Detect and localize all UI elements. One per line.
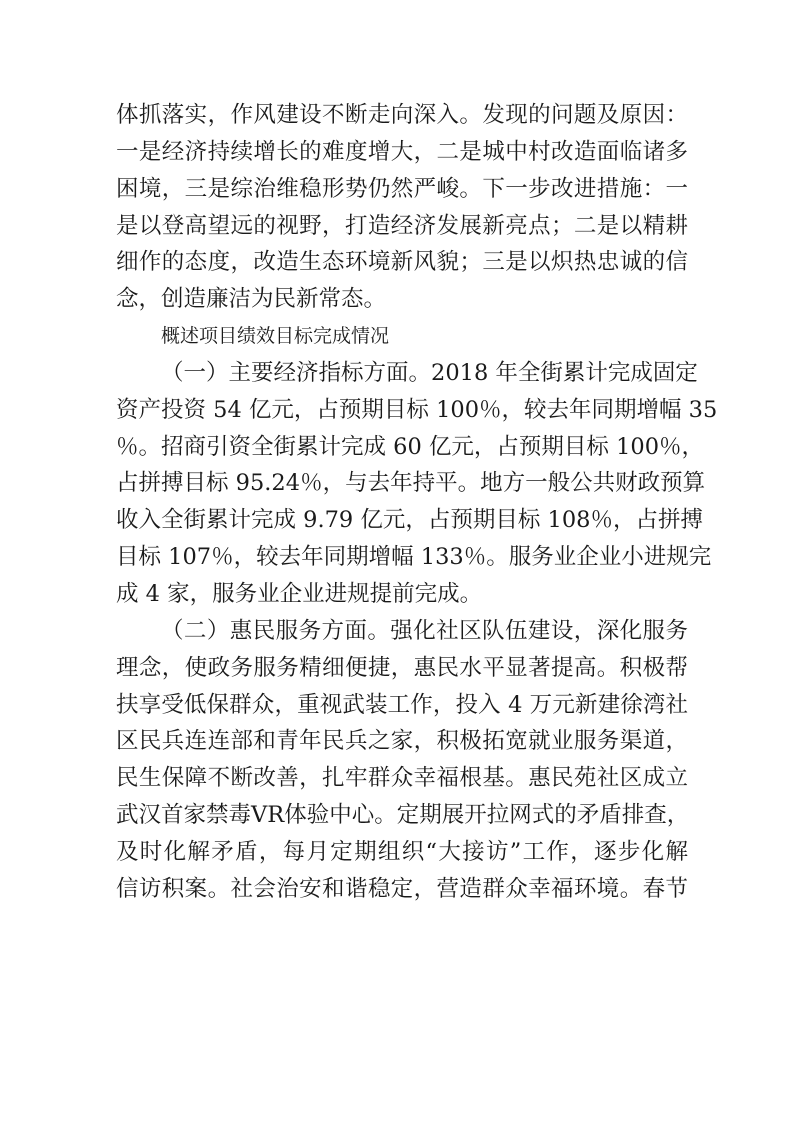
text-line: 收入全街累计完成 9.79 亿元，占预期目标 108％，占拼搏	[116, 507, 704, 534]
text-line: 目标 107％，较去年同期增幅 133％。服务业企业小进规完	[116, 544, 712, 571]
section-heading	[116, 318, 688, 355]
text-line: 成 4 家，服务业企业进规提前完成。	[116, 580, 483, 607]
text-line: 区民兵连连部和青年民兵之家，积极拓宽就业服务渠道，	[116, 728, 688, 755]
text-line: 是以登高望远的视野，打造经济发展新亮点；二是以精耕	[116, 212, 688, 239]
text-line: 及时化解矛盾，每月定期组织“大接访”工作，逐步化解	[116, 838, 688, 865]
paragraph	[116, 613, 688, 908]
text-line: 细作的态度，改造生态环境新风貌；三是以炽热忠诚的信	[116, 249, 688, 276]
text-line: ％。招商引资全街累计完成 60 亿元，占预期目标 100％，	[116, 433, 705, 460]
paragraph	[116, 97, 688, 318]
text-line: 扶享受低保群众，重视武装工作，投入 4 万元新建徐湾社	[116, 691, 688, 718]
text-line: 理念，使政务服务精细便捷，惠民水平显著提高。积极帮	[116, 654, 688, 681]
text-line: 念，创造廉洁为民新常态。	[116, 286, 387, 313]
text-line: （二）惠民服务方面。强化社区队伍建设，深化服务	[161, 617, 688, 644]
text-line: 民生保障不断改善，扎牢群众幸福根基。惠民苑社区成立	[116, 765, 688, 792]
text-line: 资产投资 54 亿元，占预期目标 100％，较去年同期增幅 35	[116, 396, 718, 423]
text-line: 武汉首家禁毒VR体验中心。定期展开拉网式的矛盾排查，	[116, 802, 690, 829]
text-line: （一）主要经济指标方面。2018 年全街累计完成固定	[161, 359, 698, 386]
text-line: 占拼搏目标 95.24％，与去年持平。地方一般公共财政预算	[116, 470, 706, 497]
text-line: 困境，三是综治维稳形势仍然严峻。下一步改进措施：一	[116, 175, 688, 202]
text-line: 一是经济持续增长的难度增大，二是城中村改造面临诸多	[116, 138, 688, 165]
text-line: 信访积案。社会治安和谐稳定，营造群众幸福环境。春节	[116, 875, 688, 902]
paragraph	[116, 355, 718, 613]
document-body	[116, 97, 718, 908]
text-line: 体抓落实，作风建设不断走向深入。发现的问题及原因：	[116, 102, 688, 128]
heading-text: 概述项目绩效目标完成情况	[161, 325, 390, 348]
